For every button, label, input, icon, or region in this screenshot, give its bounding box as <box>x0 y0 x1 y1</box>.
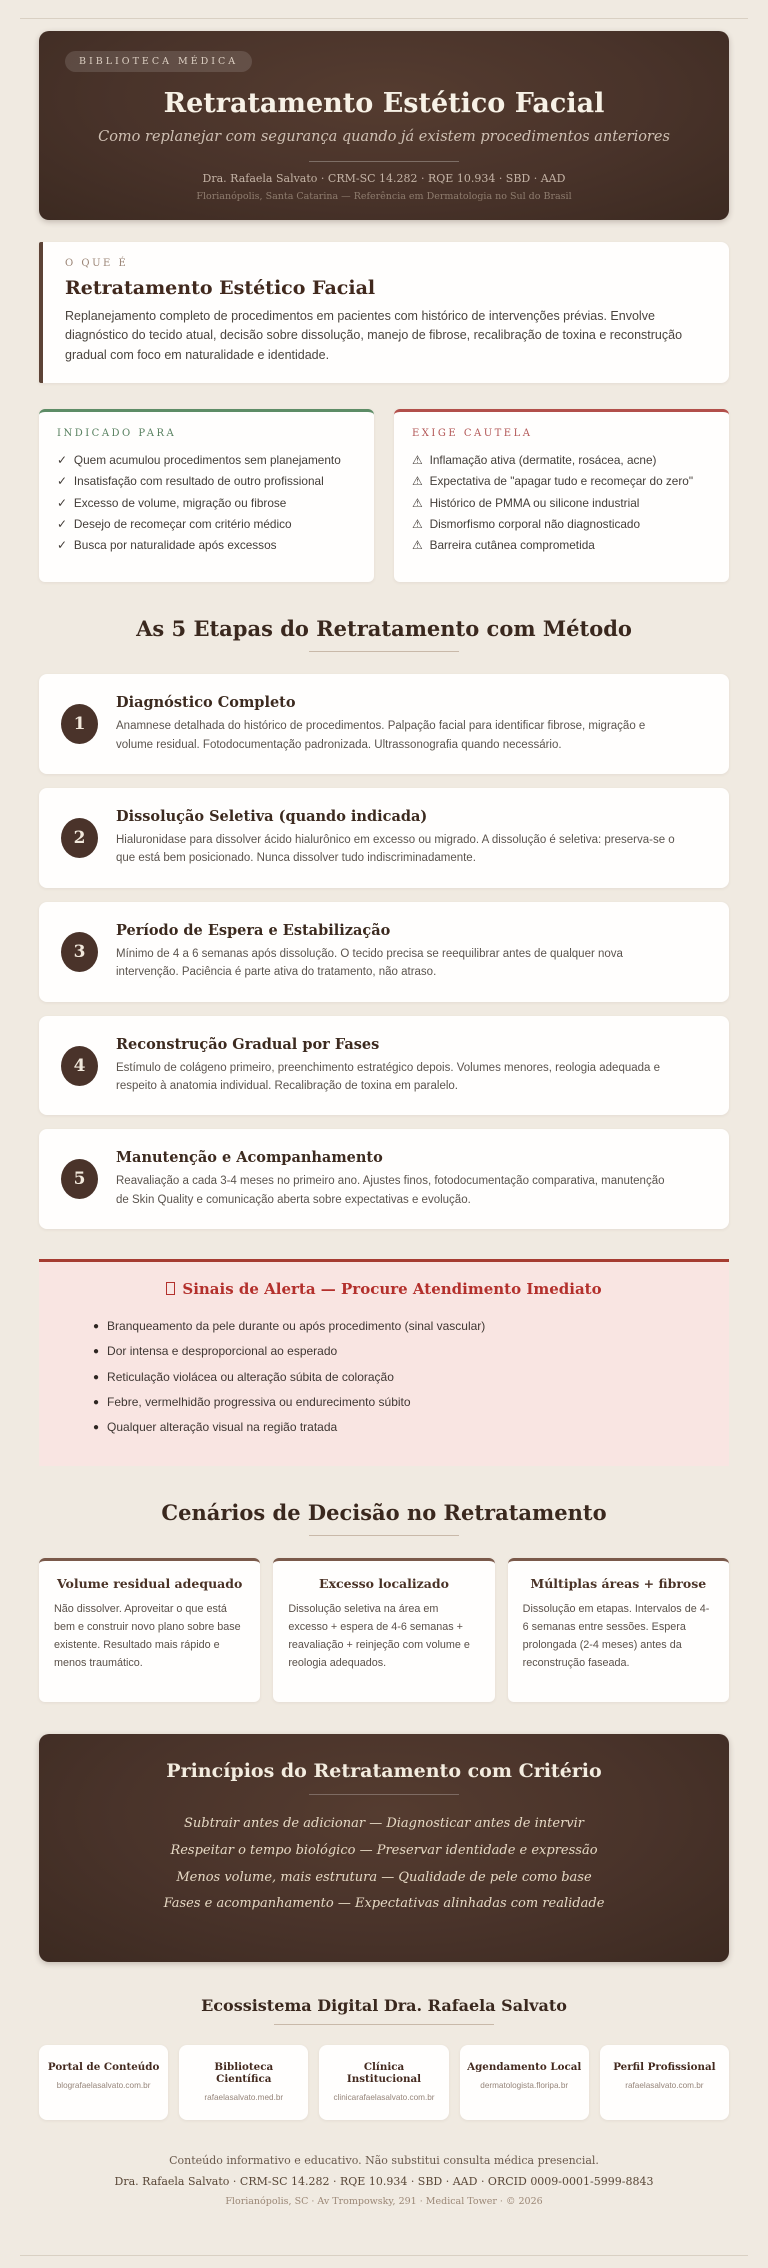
principle-item: Subtrair antes de adicionar — Diagnosticar antes de intervir <box>183 1816 585 1832</box>
cautions-card <box>394 409 729 582</box>
warning-icon: ⚠ <box>412 516 423 531</box>
warning-sign-item <box>93 1415 703 1440</box>
top-divider <box>20 18 748 19</box>
step-title: Reconstrução Gradual por Fases <box>116 1035 380 1053</box>
bullet-icon: ● <box>93 1346 100 1358</box>
caution-item <box>412 471 711 492</box>
scenario-description: Dissolução em etapas. Intervalos de 4-6 semanas entre sessões. Espera prolongada (2-4 meses) antes da reconstrução faseada. <box>522 1603 710 1669</box>
caution-label: Dismorfismo corporal não diagnosticado <box>429 516 641 531</box>
principles-list <box>69 1811 699 1918</box>
caution-label: Histórico de PMMA ou silicone industrial <box>429 495 640 510</box>
cautions-kicker: EXIGE CAUTELA <box>412 428 533 440</box>
step-card <box>39 674 729 774</box>
page-subtitle: Como replanejar com segurança quando já existem procedimentos anteriores <box>98 129 670 145</box>
ecosystem-card-title: Clínica Institucional <box>346 2060 422 2085</box>
indications-kicker: INDICADO PARA <box>57 428 177 440</box>
step-description: Hialuronidase para dissolver ácido hialurônico em excesso ou migrado. A dissolução é seletiva: preserva-se o que está bem posicionado. Nunca dissolver tudo indiscriminadamente. <box>116 834 675 865</box>
ecosystem-link-card[interactable] <box>460 2045 589 2120</box>
ecosystem-link-card[interactable] <box>179 2045 308 2120</box>
indication-label: Busca por naturalidade após excessos <box>73 538 277 553</box>
step-title: Dissolução Seletiva (quando indicada) <box>116 808 428 826</box>
hero-header <box>39 31 729 220</box>
step-card <box>39 788 729 888</box>
check-icon: ✓ <box>57 474 67 489</box>
caution-item <box>412 450 711 471</box>
bullet-icon: ● <box>93 1321 100 1333</box>
about-text: Replanejamento completo de procedimentos em pacientes com histórico de intervenções prévias. Envolve diagnóstico do tecido atual, decisão sobre dissolução, manejo de fibrose, recalibração de toxina e reconstrução gradual com foco em naturalidade e identidade. <box>65 309 683 362</box>
caution-label: Barreira cutânea comprometida <box>429 538 595 553</box>
caution-item <box>412 535 711 556</box>
step-body <box>116 1149 676 1209</box>
warning-sign-label: Dor intensa e desproporcional ao esperado <box>107 1344 338 1359</box>
warning-sign-label: Branqueamento da pele durante ou após procedimento (sinal vascular) <box>107 1319 486 1334</box>
about-title: Retratamento Estético Facial <box>65 277 376 299</box>
indication-item <box>57 450 356 471</box>
caution-item <box>412 493 711 514</box>
scenario-title: Múltiplas áreas + fibrose <box>530 1576 707 1592</box>
step-number-badge: 5 <box>61 1159 98 1199</box>
principles-divider <box>309 1794 459 1795</box>
indication-item <box>57 514 356 535</box>
bullet-icon: ● <box>93 1421 100 1433</box>
scenarios-section-divider <box>309 1535 459 1536</box>
ecosystem-card-url: dermatologista.floripa.br <box>480 2080 569 2090</box>
indication-label: Desejo de recomeçar com critério médico <box>73 516 292 531</box>
indication-item <box>57 471 356 492</box>
principles-title: Princípios do Retratamento com Critério <box>166 1760 602 1783</box>
ecosystem-card-url: rafaelasalvato.com.br <box>625 2080 704 2090</box>
caution-item <box>412 514 711 535</box>
cautions-list <box>412 450 711 556</box>
scenario-title: Excesso localizado <box>319 1576 449 1592</box>
bottom-divider <box>20 2255 748 2256</box>
warning-signs-panel <box>39 1259 729 1466</box>
indications-card <box>39 409 374 582</box>
ecosystem-link-card[interactable] <box>39 2045 168 2120</box>
warning-sign-label: Reticulação violácea ou alteração súbita de coloração <box>107 1369 394 1384</box>
ecosystem-card-url: clinicarafaelasalvato.com.br <box>333 2092 435 2102</box>
warning-signs-title <box>65 1280 703 1298</box>
warning-sign-item <box>93 1365 703 1390</box>
warning-icon: ⚠ <box>412 453 423 468</box>
principle-item: Respeitar o tempo biológico — Preservar identidade e expressão <box>170 1843 598 1859</box>
doctor-location: Florianópolis, Santa Catarina — Referência em Dermatologia no Sul do Brasil <box>196 191 572 202</box>
indication-item <box>57 493 356 514</box>
step-body <box>116 808 676 868</box>
steps-section-title: As 5 Etapas do Retratamento com Método <box>136 616 632 642</box>
ecosystem-section-title: Ecossistema Digital Dra. Rafaela Salvato <box>201 1995 567 2015</box>
scenario-title: Volume residual adequado <box>56 1576 243 1592</box>
step-card <box>39 1129 729 1229</box>
indications-list <box>57 450 356 556</box>
bullet-icon: ● <box>93 1371 100 1383</box>
ecosystem-card-url: blografaelasalvato.com.br <box>56 2080 151 2090</box>
step-title: Diagnóstico Completo <box>116 694 296 712</box>
footer-credentials: Dra. Rafaela Salvato · CRM-SC 14.282 · RQE 10.934 · SBD · AAD · ORCID 0009-0001-5999-8843 <box>114 2174 654 2188</box>
step-number-badge: 2 <box>61 818 98 858</box>
step-description: Estímulo de colágeno primeiro, preenchimento estratégico depois. Volumes menores, reologia adequada e respeito à anatomia individual. Recalibração de toxina em paralelo. <box>116 1061 661 1093</box>
article-page <box>0 31 768 2237</box>
warning-sign-item <box>93 1339 703 1364</box>
warning-sign-item <box>93 1314 703 1339</box>
principles-panel <box>39 1734 729 1962</box>
scenario-card <box>39 1558 260 1702</box>
indication-label: Excesso de volume, migração ou fibrose <box>73 495 287 510</box>
steps-list <box>39 674 729 1229</box>
ecosystem-card-title: Portal de Conteúdo <box>47 2060 160 2073</box>
page-footer <box>39 2154 729 2207</box>
ecosystem-card-url: rafaelasalvato.med.br <box>204 2092 284 2102</box>
warning-icon: ⚠ <box>412 474 423 489</box>
warning-icon: ⚠ <box>412 538 423 553</box>
caution-label: Expectativa de "apagar tudo e recomeçar do zero" <box>429 474 694 489</box>
scenarios-section-title: Cenários de Decisão no Retratamento <box>161 1500 607 1526</box>
warning-sign-item <box>93 1390 703 1415</box>
check-icon: ✓ <box>57 495 67 510</box>
principle-item: Fases e acompanhamento — Expectativas alinhadas com realidade <box>163 1896 605 1912</box>
step-title: Período de Espera e Estabilização <box>116 921 391 939</box>
indication-label: Quem acumulou procedimentos sem planejamento <box>73 453 341 468</box>
scenario-description: Dissolução seletiva na área em excesso + espera de 4-6 semanas + reavaliação + reinjeção com volume e reologia adequados. <box>288 1603 470 1669</box>
warning-sign-label: Febre, vermelhidão progressiva ou endurecimento súbito <box>107 1394 411 1409</box>
warning-icon: ⚠ <box>412 495 423 510</box>
caution-label: Inflamação ativa (dermatite, rosácea, acne) <box>429 453 657 468</box>
check-icon: ✓ <box>57 453 67 468</box>
ecosystem-cards <box>39 2045 729 2120</box>
siren-icon <box>166 1282 175 1295</box>
ecosystem-section-divider <box>274 2024 494 2025</box>
ecosystem-card-title: Agendamento Local <box>467 2060 582 2073</box>
indication-caution-columns <box>39 409 729 582</box>
step-card <box>39 902 729 1002</box>
about-kicker: O QUE É <box>65 258 129 269</box>
library-badge: BIBLIOTECA MÉDICA <box>65 51 252 72</box>
about-card <box>39 242 729 383</box>
ecosystem-card-title: Perfil Profissional <box>613 2060 716 2073</box>
step-card <box>39 1016 729 1116</box>
warning-sign-label: Qualquer alteração visual na região tratada <box>107 1419 338 1434</box>
scenario-description: Não dissolver. Aproveitar o que está bem e construir novo plano sobre base existente. Resultado mais rápido e menos traumático. <box>54 1603 241 1669</box>
doctor-credentials: Dra. Rafaela Salvato · CRM-SC 14.282 · RQE 10.934 · SBD · AAD <box>202 172 566 185</box>
step-number-badge: 4 <box>61 1046 98 1086</box>
step-title: Manutenção e Acompanhamento <box>116 1149 383 1167</box>
scenario-card <box>508 1558 729 1702</box>
step-body <box>116 694 676 754</box>
step-description: Reavaliação a cada 3-4 meses no primeiro ano. Ajustes finos, fotodocumentação comparativa, manutenção de Skin Quality e comunicação aberta sobre expectativas e evolução. <box>116 1175 665 1206</box>
ecosystem-card-title: Biblioteca Científica <box>214 2060 274 2085</box>
footer-disclaimer: Conteúdo informativo e educativo. Não substitui consulta médica presencial. <box>169 2153 599 2167</box>
steps-section-divider <box>309 651 459 652</box>
indication-item <box>57 535 356 556</box>
step-description: Anamnese detalhada do histórico de procedimentos. Palpação facial para identificar fibrose, migração e volume residual. Fotodocumentação padronizada. Ultrassonografia quando necessário. <box>116 720 646 751</box>
footer-address: Florianópolis, SC · Av Trompowsky, 291 · Medical Tower · © 2026 <box>225 2195 543 2207</box>
indication-label: Insatisfação com resultado de outro profissional <box>73 474 324 489</box>
warning-signs-title-text: Sinais de Alerta — Procure Atendimento Imediato <box>182 1280 602 1299</box>
step-description: Mínimo de 4 a 6 semanas após dissolução. O tecido precisa se reequilibrar antes de qualquer nova intervenção. Paciência é parte ativa do tratamento, não atraso. <box>116 947 623 979</box>
bullet-icon: ● <box>93 1396 100 1408</box>
step-number-badge: 3 <box>61 932 98 972</box>
check-icon: ✓ <box>57 516 67 531</box>
ecosystem-link-card[interactable] <box>319 2045 448 2120</box>
hero-divider <box>309 161 459 162</box>
check-icon: ✓ <box>57 538 67 553</box>
warning-signs-list <box>93 1314 703 1440</box>
scenario-cards <box>39 1558 729 1702</box>
principle-item: Menos volume, mais estrutura — Qualidade de pele como base <box>176 1869 592 1885</box>
page-title: Retratamento Estético Facial <box>163 88 605 119</box>
scenario-card <box>273 1558 494 1702</box>
step-body <box>116 922 676 982</box>
ecosystem-link-card[interactable] <box>600 2045 729 2120</box>
step-body <box>116 1036 676 1096</box>
step-number-badge: 1 <box>61 704 98 744</box>
